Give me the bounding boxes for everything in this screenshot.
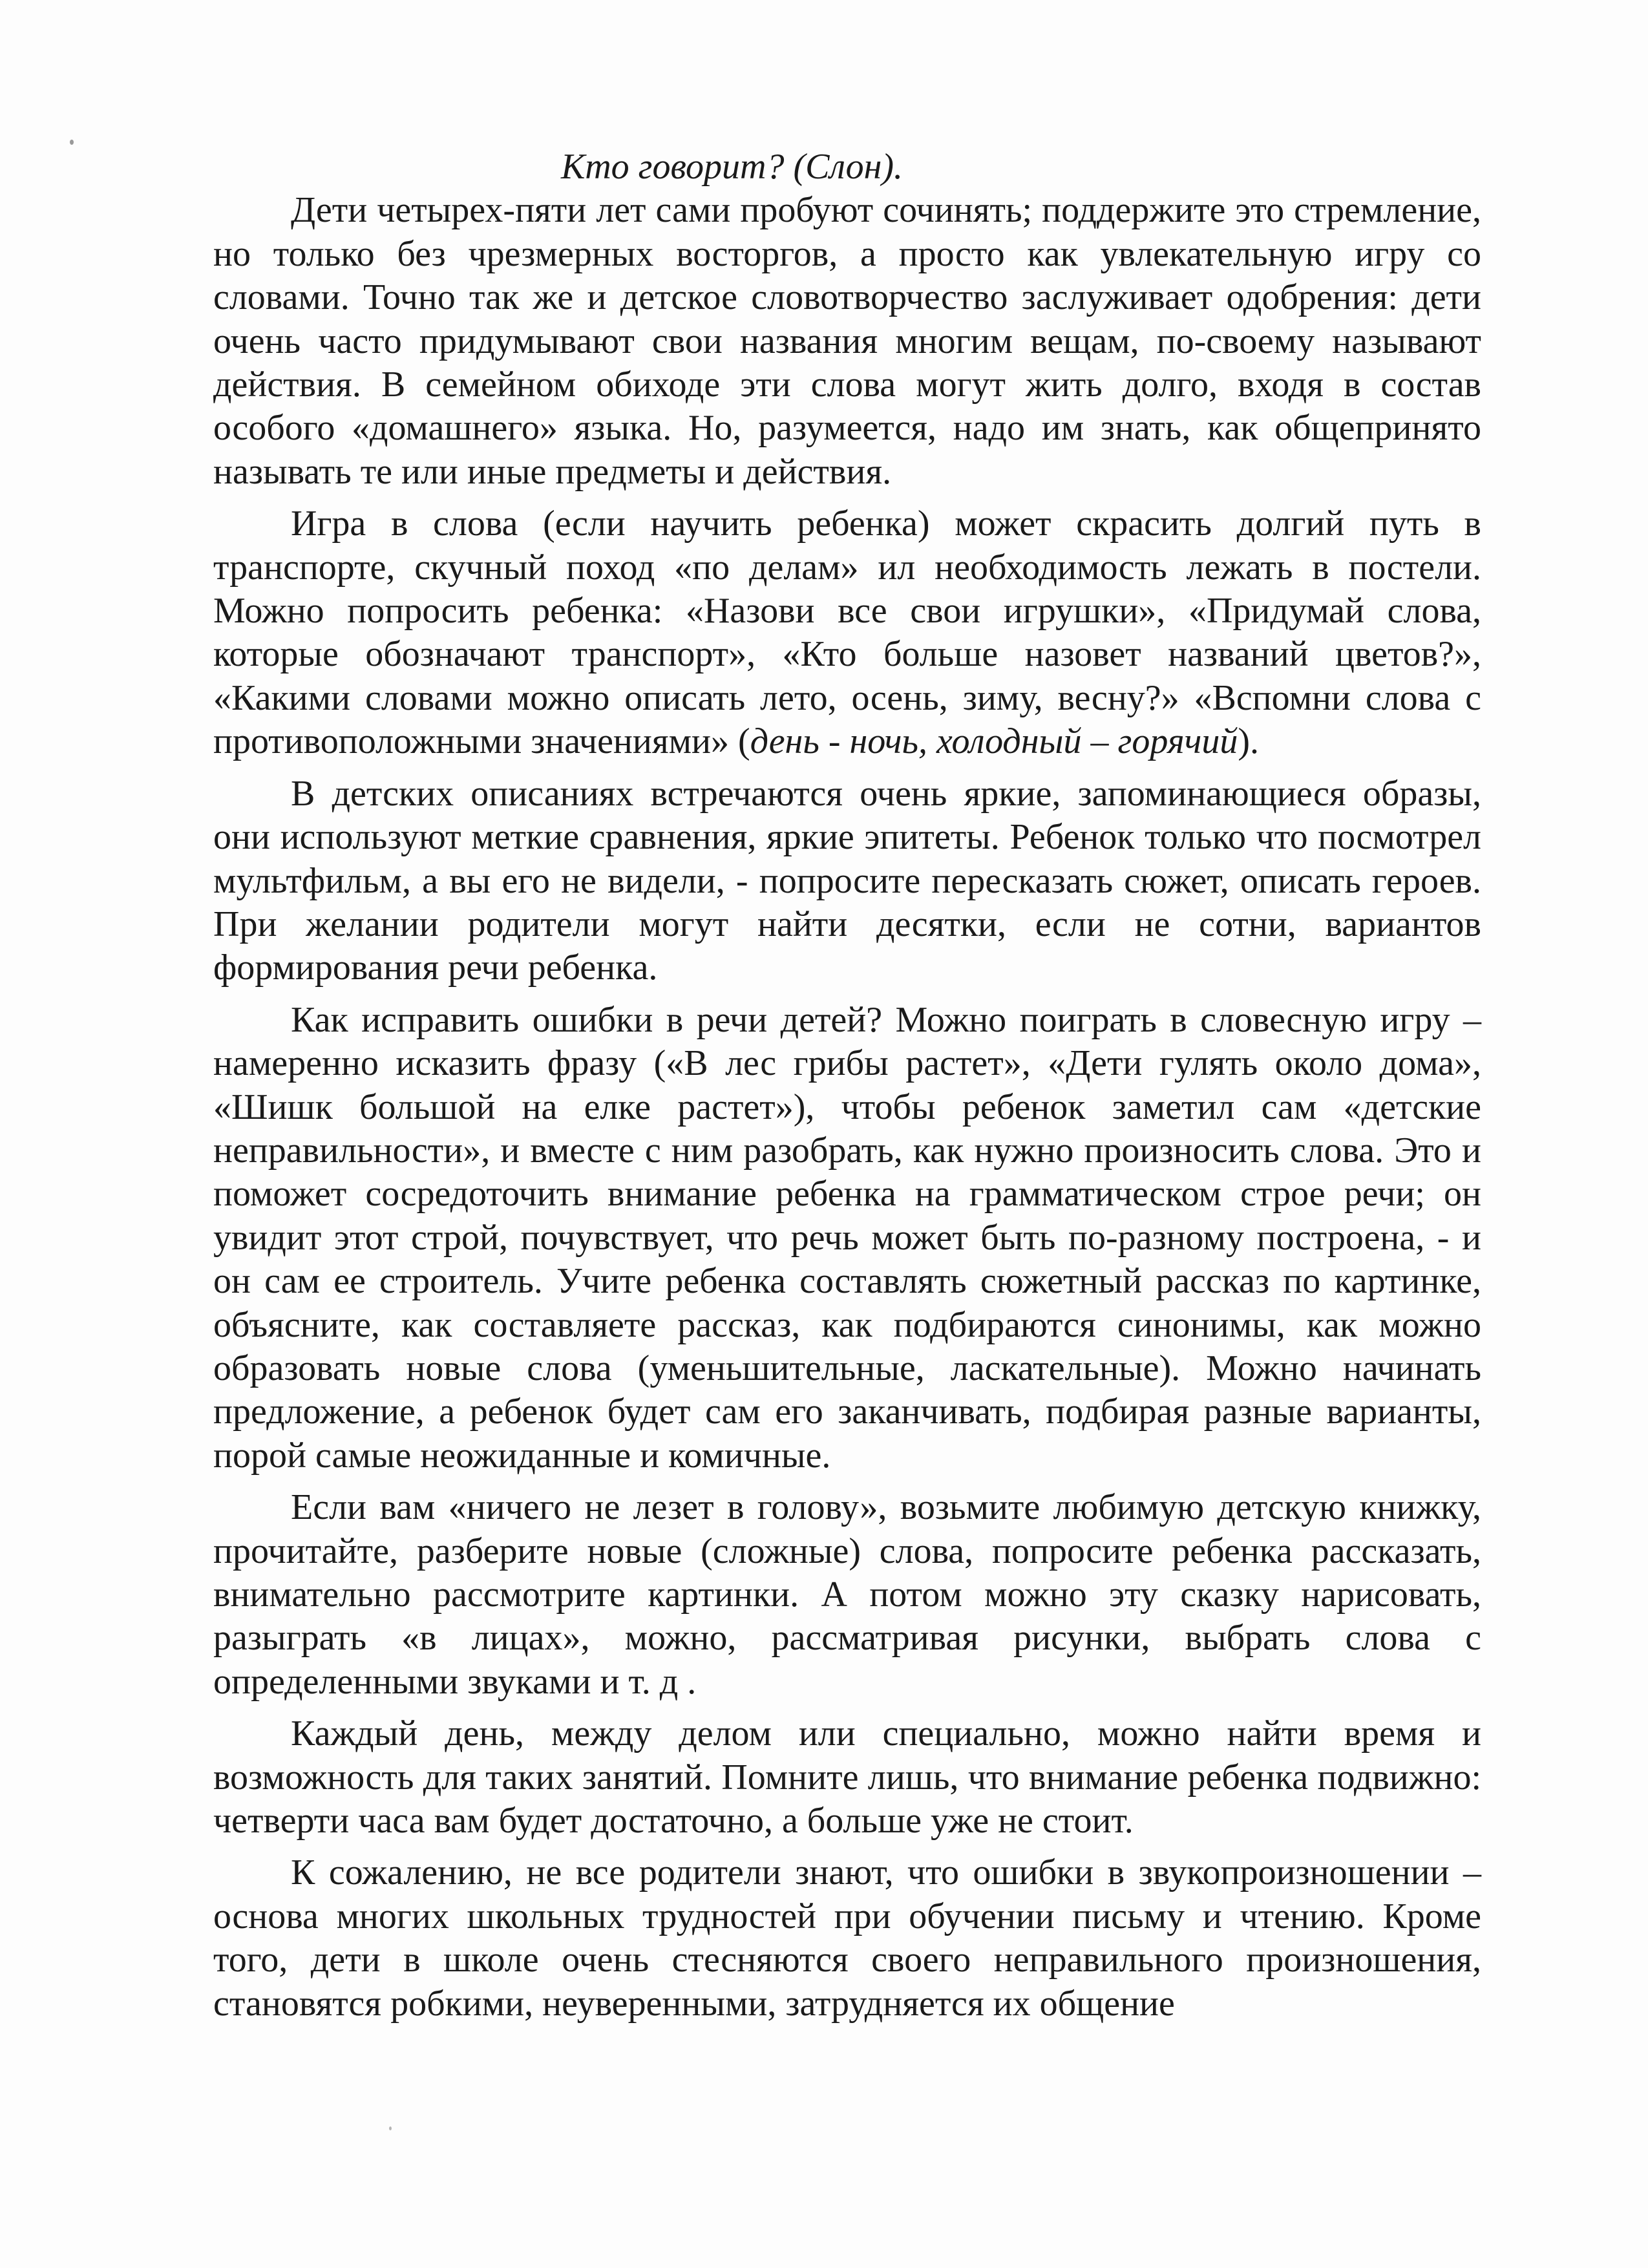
paragraph-7: К сожалению, не все родители знают, что ошибки в звукопроизношении – основа многих школьных трудностей при обучении письму и чтению. Кроме того, дети в школе очень стесняются своего неправильного произношения, становятся робкими, неуверенными, затрудняется их общение bbox=[213, 1852, 1481, 2024]
paragraph-4: Как исправить ошибки в речи детей? Можно поиграть в словесную игру – намеренно исказить фразу («В лес грибы растет», «Дети гулять около дома», «Шишк большой на елке растет»), чтобы ребенок заметил сам «детские неправильности», и вместе с ним разобрать, как нужно произносить слова. Это и поможет сосредоточить внимание ребенка на грамматическом строе речи; он увидит этот строй, почувствует, что речь может быть по-разному построена, - и он сам ее строитель. Учите ребенка составлять сюжетный рассказ по картинке, объясните, как составляете рассказ, как подбираются синонимы, как можно образовать новые слова (уменьшительные, ласкательные). Можно начинать предложение, а ребенок будет сам его заканчивать, подбирая разные варианты, порой самые неожиданные и комичные. bbox=[213, 999, 1481, 1476]
paragraph-2-text-after: ). bbox=[1238, 721, 1259, 762]
paragraph-2-italic-examples: день - ночь, холодный – горячий bbox=[750, 721, 1238, 762]
paragraph-5: Если вам «ничего не лезет в голову», возьмите любимую детскую книжку, прочитайте, разберите новые (сложные) слова, попросите ребенка рассказать, внимательно рассмотрите картинки. А потом можно эту сказку нарисовать, разыграть «в лицах», можно, рассматривая рисунки, выбрать слова с определенными звуками и т. д . bbox=[213, 1487, 1481, 1702]
document-heading: Кто говорит? (Слон). bbox=[561, 147, 903, 187]
paragraph-3: В детских описаниях встречаются очень яркие, запоминающиеся образы, они используют меткие сравнения, яркие эпитеты. Ребенок только что посмотрел мультфильм, а вы его не видели, - попросите пересказать сюжет, описать героев. При желании родители могут найти десятки, если не сотни, вариантов формирования речи ребенка. bbox=[213, 773, 1481, 988]
scan-speck bbox=[389, 2126, 392, 2130]
scan-speck bbox=[70, 140, 74, 145]
paragraph-2-text-before: Игра в слова (если научить ребенка) может скрасить долгий путь в транспорте, скучный поход «по делам» ил необходимость лежать в постели. Можно попросить ребенка: «Назови все свои игрушки», «Придумай слова, которые обозначают транспорт», «Кто больше назовет названий цветов?», «Какими словами можно описать лето, осень, зиму, весну?» «Вспомни слова с противоположными значениями» ( bbox=[213, 503, 1481, 762]
paragraph-1: Дети четырех-пяти лет сами пробуют сочинять; поддержите это стремление, но только без чрезмерных восторгов, а просто как увлекательную игру со словами. Точно так же и детское словотворчество заслуживает одобрения: дети очень часто придумывают свои названия многим вещам, по-своему называют действия. В семейном обиходе эти слова могут жить долго, входя в состав особого «домашнего» языка. Но, разумеется, надо им знать, как общепринято называть те или иные предметы и действия. bbox=[213, 190, 1481, 492]
document-body bbox=[213, 145, 1481, 2026]
paragraph-6: Каждый день, между делом или специально, можно найти время и возможность для таких занятий. Помните лишь, что внимание ребенка подвижно: четверти часа вам будет достаточно, а больше уже не стоит. bbox=[213, 1713, 1481, 1841]
paragraph-2 bbox=[213, 502, 1481, 763]
